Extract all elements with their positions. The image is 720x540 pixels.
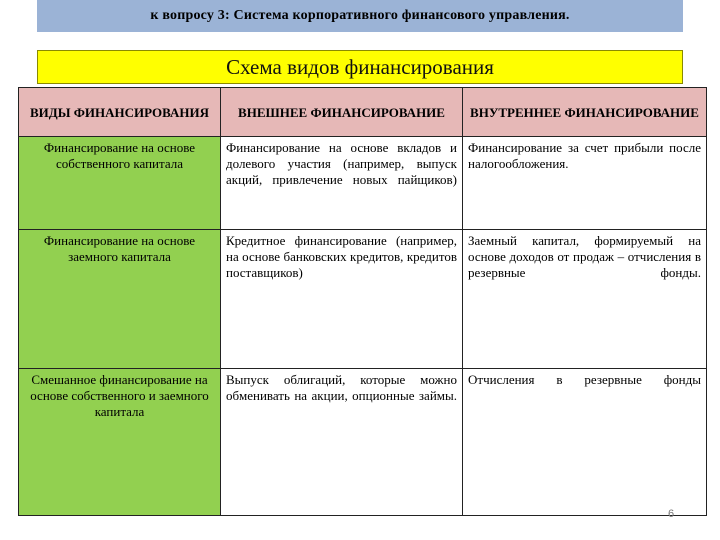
row-internal-cell: Финансирование за счет прибыли после налогообложения. [463,137,707,230]
slide-header-title: к вопросу 3: Система корпоративного финансового управления. [150,8,570,23]
row-type-cell: Финансирование на основе заемного капитала [19,230,221,369]
schema-title-box [37,50,683,84]
table-row [19,137,707,230]
header-internal: ВНУТРЕННЕЕ ФИНАНСИРОВАНИЕ [463,88,707,137]
row-internal-cell: Отчисления в резервные фонды [463,369,707,516]
row-type-cell: Смешанное финансирование на основе собственного и заемного капитала [19,369,221,516]
slide-header [37,0,683,32]
row-internal-cell: Заемный капитал, формируемый на основе доходов от продаж – отчисления в резервные фонды. [463,230,707,369]
row-external-cell: Финансирование на основе вкладов и долевого участия (например, выпуск акций, привлечение новых пайщиков) [221,137,463,230]
financing-types-table [18,87,707,516]
row-type-cell: Финансирование на основе собственного капитала [19,137,221,230]
row-external-cell: Выпуск облигаций, которые можно обменивать на акции, опционные займы. [221,369,463,516]
table-header-row [19,88,707,137]
schema-title: Схема видов финансирования [226,54,494,79]
table-row [19,369,707,516]
row-external-cell: Кредитное финансирование (например, на основе банковских кредитов, кредитов поставщиков) [221,230,463,369]
table-row [19,230,707,369]
header-external: ВНЕШНЕЕ ФИНАНСИРОВАНИЕ [221,88,463,137]
page-number: 6 [668,508,675,520]
header-types: ВИДЫ ФИНАНСИРОВАНИЯ [19,88,221,137]
